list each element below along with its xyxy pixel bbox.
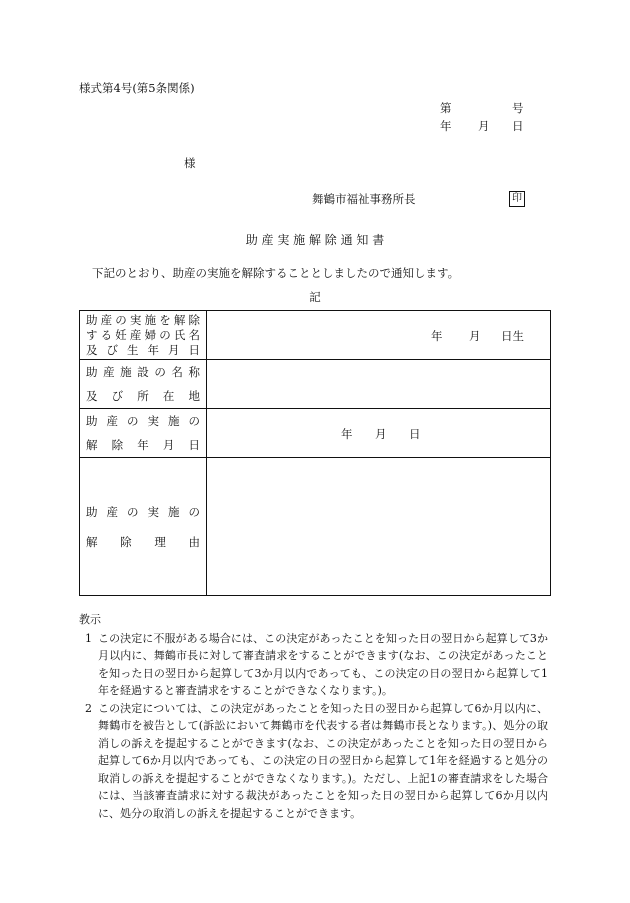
seal-label: 印 [509,191,525,207]
row-cancel-date [80,409,551,458]
intro-text: 下記のとおり、助産の実施を解除することとしましたので通知します。 [92,266,460,280]
ki-label: 記 [309,290,321,304]
label-line: 助産の実施の [86,504,200,519]
date-month: 月 [478,119,490,133]
instruction-item [80,630,548,700]
label-line: 及び所在地 [86,389,200,403]
row-cancel-reason [80,458,551,596]
value-cancel-date[interactable] [207,409,551,458]
instruction-number: 1 [85,631,92,645]
instruction-item [80,700,548,823]
doc-number-dai: 第 [440,101,452,115]
value-name-birthdate[interactable] [207,311,551,360]
row-name-birthdate [80,311,551,360]
label-facility [80,360,207,409]
main-table [79,310,551,596]
birth-year: 年 [431,329,443,343]
label-line: 解除理由 [86,534,200,549]
label-line: する妊産婦の氏名 [86,327,200,342]
form-number: 様式第4号(第5条関係) [79,81,195,95]
instruction-text: この決定に不服がある場合には、この決定があったことを知った日の翌日から起算して3か月以内に、舞鶴市長に対して審査請求をすることができます(なお、この決定があったことを知った日の翌日から起算して3か月以内であっても、この決定の日の翌日から起算して1年を経過すると審査請求をすることができなくなります。)。 [98,631,548,697]
recipient-suffix: 様 [184,156,196,170]
document-title: 助 産 実 施 解 除 通 知 書 [245,233,385,247]
label-name-birthdate [80,311,207,360]
label-cancel-reason [80,458,207,596]
label-line: 及び生年月日 [86,342,200,357]
instructions-heading: 教示 [79,613,101,626]
birth-day: 日生 [501,329,524,343]
row-facility [80,360,551,409]
label-line: 助産の実施の [86,414,200,428]
label-line: 解除年月日 [86,438,200,452]
value-facility[interactable] [207,360,551,409]
label-line: 助産施設の名称 [86,365,200,379]
cancel-day: 日 [409,427,421,441]
instruction-number: 2 [85,701,92,715]
issuer-name: 舞鶴市福祉事務所長 [312,192,416,206]
date-day: 日 [512,119,524,133]
value-cancel-reason[interactable] [207,458,551,596]
instructions-section [80,611,548,822]
label-cancel-date [80,409,207,458]
doc-number-go: 号 [512,101,524,115]
label-line: 助産の実施を解除 [86,312,200,327]
seal-mark [509,190,525,207]
birth-month: 月 [469,329,481,343]
date-year: 年 [440,119,452,133]
instruction-text: この決定については、この決定があったことを知った日の翌日から起算して6か月以内に、舞鶴市を被告として(訴訟において舞鶴市を代表する者は舞鶴市長となります。)、処分の取消しの訴えを提起することができます(なお、この決定があったことを知った日の翌日から起算して6か月以内であっても、この決定の日の翌日から起算して1年を経過すると処分の取消しの訴えを提起することができなくなります。)。ただし、上記1の審査請求をした場合には、当該審査請求に対する裁決があったことを知った日の翌日から起算して6か月以内に、処分の取消しの訴えを提起することができます。 [98,701,548,820]
cancel-year: 年 [341,427,353,441]
cancel-month: 月 [375,427,387,441]
